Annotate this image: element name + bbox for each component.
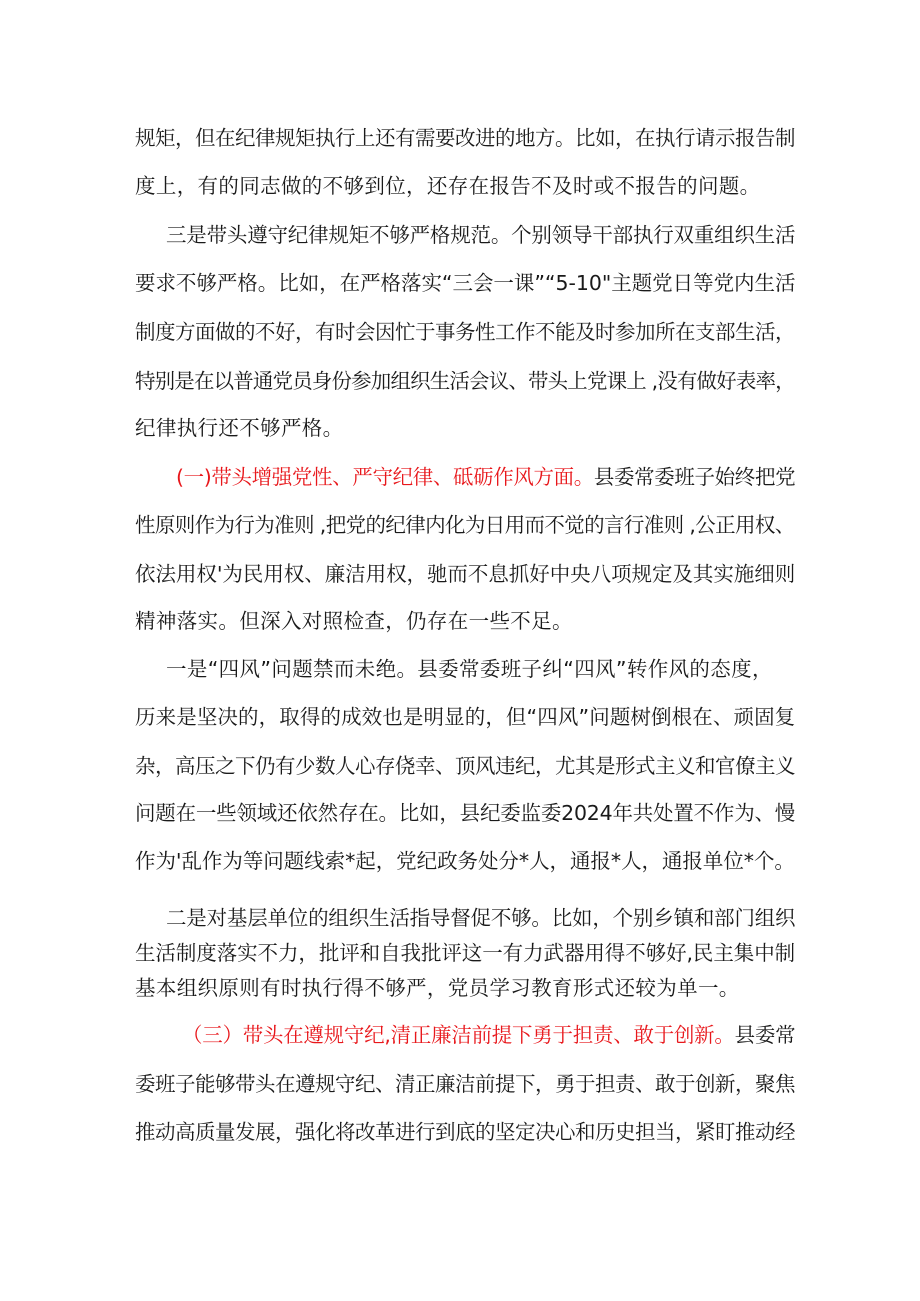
- line-text: 规矩，但在纪律规矩执行上还有需要改进的地方。比如，在执行请示报告制: [135, 126, 796, 150]
- paragraph-line: [135, 320, 795, 344]
- paragraph-line: [135, 271, 795, 295]
- line-text: 精神落实。但深入对照检查，仍存在一些不足。: [135, 609, 573, 633]
- line-text: 推动高质量发展，强化将改革进行到底的坚定决心和历史担当，紧盯推动经: [135, 1120, 796, 1144]
- paragraph-line: [135, 801, 795, 825]
- paragraph-line: [166, 657, 773, 681]
- line-text: 一是“四风”问题禁而未绝。县委常委班子纠“四风”转作风的态度，: [166, 657, 773, 681]
- line-text: 要求不够严格。比如，在严格落实“三会一课”“5-10"主题党日等党内生活: [135, 271, 796, 295]
- paragraph-line: [135, 1072, 795, 1096]
- line-text: 县委常: [734, 1023, 796, 1047]
- paragraph-line: [135, 369, 795, 393]
- paragraph-line: [135, 174, 761, 198]
- section-heading: （三）带头在遵规守纪,清正廉洁前提下勇于担责、敢于创新。: [182, 1023, 735, 1047]
- paragraph-line: [166, 223, 795, 247]
- line-text: 生活制度落实不力，批评和自我批评这一有力武器用得不够好,民主集中制: [135, 941, 796, 965]
- line-text: 依法用权'为民用权、廉洁用权，驰而不息抓好中央八项规定及其实施细则: [135, 562, 796, 586]
- line-text: 制度方面做的不好，有时会因忙于事务性工作不能及时参加所在支部生活，: [135, 320, 796, 344]
- paragraph-line: [135, 1120, 795, 1144]
- line-text: 杂，高压之下仍有少数人心存侥幸、顶风违纪，尤其是形式主义和官僚主义: [135, 754, 796, 778]
- paragraph-line: [135, 754, 795, 778]
- paragraph-line: [135, 976, 740, 1000]
- line-text: 纪律执行还不够严格。: [135, 416, 344, 440]
- line-text: 县委常委班子始终把党: [593, 465, 796, 489]
- line-text: 三是带头遵守纪律规矩不够严格规范。个别领导干部执行双重组织生活: [166, 223, 796, 247]
- line-text: 性原则作为行为准则 ,把党的纪律内化为日用而不觉的言行准则 ,公正用权、: [135, 513, 795, 537]
- section-heading-line: [176, 465, 795, 489]
- paragraph-line: [135, 126, 795, 150]
- line-text: 问题在一些领域还依然存在。比如，县纪委监委2024年共处置不作为、慢: [135, 801, 796, 825]
- paragraph-line: [135, 849, 795, 873]
- line-text: 作为'乱作为等问题线索*起，党纪政务处分*人，通报*人，通报单位*个。: [135, 849, 795, 873]
- line-text: 历来是坚决的，取得的成效也是明显的，但“四风”问题树倒根在、顽固复: [135, 705, 796, 729]
- paragraph-line: [135, 705, 795, 729]
- section-heading-line: [182, 1023, 795, 1047]
- line-text: 基本组织原则有时执行得不够严，党员学习教育形式还较为单一。: [135, 976, 740, 1000]
- line-text: 度上，有的同志做的不够到位，还存在报告不及时或不报告的问题。: [135, 174, 761, 198]
- line-text: 委班子能够带头在遵规守纪、清正廉洁前提下，勇于担责、敢于创新，聚焦: [135, 1072, 796, 1096]
- paragraph-line: [135, 416, 344, 440]
- line-text: 二是对基层单位的组织生活指导督促不够。比如，个别乡镇和部门组织: [166, 906, 796, 930]
- paragraph-line: [135, 513, 795, 537]
- paragraph-line: [135, 941, 795, 965]
- paragraph-line: [135, 562, 795, 586]
- paragraph-line: [135, 609, 573, 633]
- paragraph-line: [166, 906, 795, 930]
- line-text: 特别是在以普通党员身份参加组织生活会议、带头上党课上 ,没有做好表率，: [135, 369, 795, 393]
- section-heading: (一)带头增强党性、严守纪律、砥砺作风方面。: [176, 465, 594, 489]
